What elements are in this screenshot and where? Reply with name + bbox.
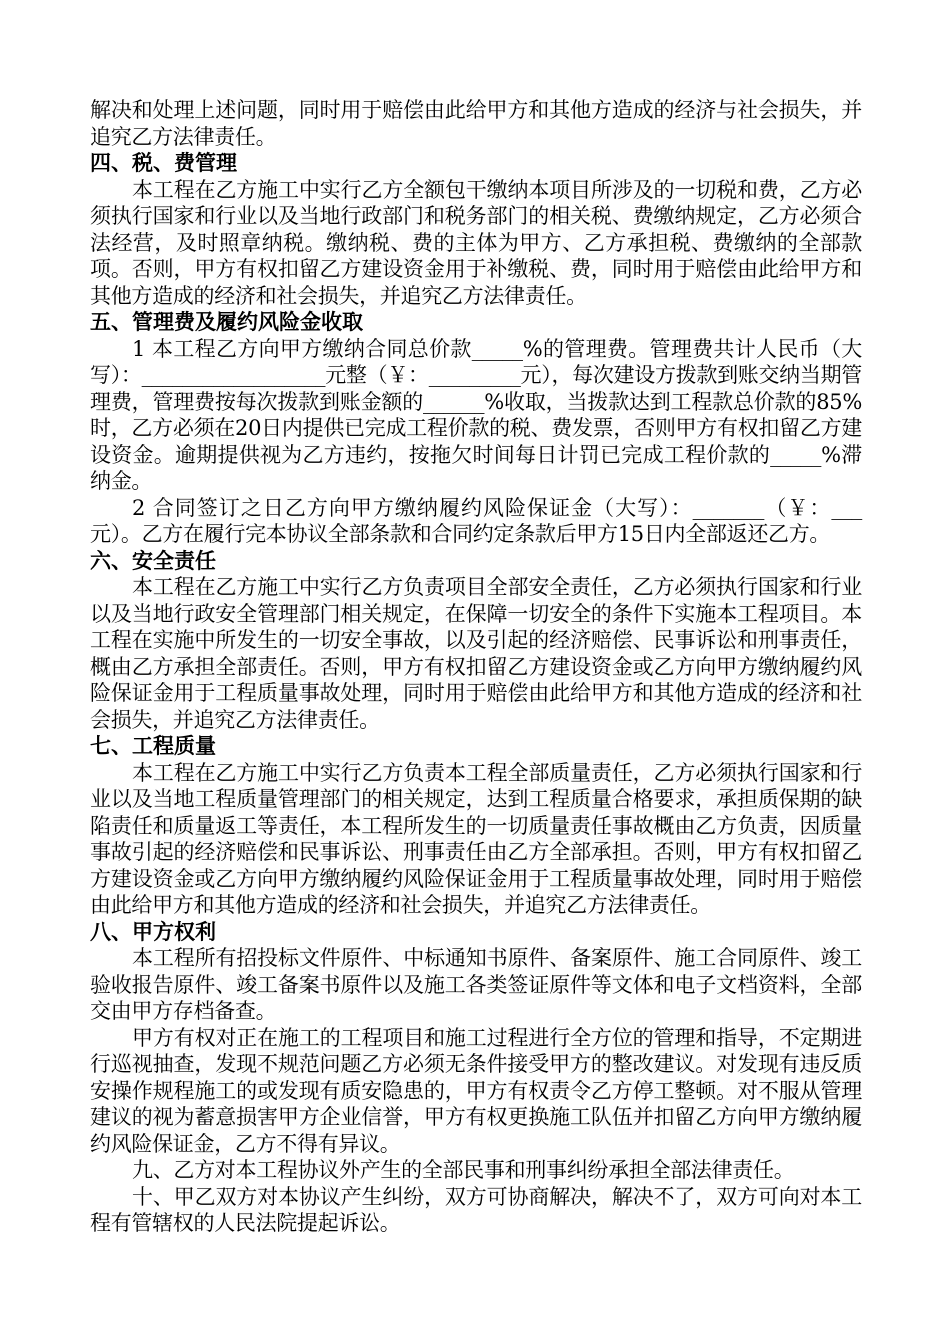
clause-nine-paragraph: 九、乙方对本工程协议外产生的全部民事和刑事纠纷承担全部法律责任。: [132, 1158, 795, 1182]
quality-paragraph: 本工程在乙方施工中实行乙方负责本工程全部质量责任，乙方必须执行国家和行业以及当地工程质量管理部门的相关规定，达到工程质量合格要求，承担质保期的缺陷责任和质量返工等责任，本工程所发生的一切质量责任事故概由乙方负责，因质量事故引起的经济赔偿和民事诉讼、刑事责任由乙方全部承担。否则，甲方有权扣留乙方建设资金或乙方向甲方缴纳履约风险保证金用于工程质量事故处理，同时用于赔偿由此给甲方和其他方造成的经济和社会损失，并追究乙方法律责任。: [90, 760, 862, 917]
section-heading-management-fee: 五、管理费及履约风险金收取: [90, 309, 363, 334]
section-heading-tax-fee: 四、税、费管理: [90, 150, 237, 175]
party-a-rights-paragraph-1: 本工程所有招投标文件原件、中标通知书原件、备案原件、施工合同原件、竣工验收报告原件、竣工备案书原件以及施工各类签证原件等文体和电子文档资料，全部交由甲方存档备查。: [90, 946, 862, 1023]
continued-paragraph: 解决和处理上述问题，同时用于赔偿由此给甲方和其他方造成的经济与社会损失，并追究乙方法律责任。: [90, 98, 862, 149]
section-heading-quality: 七、工程质量: [90, 733, 216, 758]
party-a-rights-paragraph-2: 甲方有权对正在施工的工程项目和施工过程进行全方位的管理和指导，不定期进行巡视抽查，发现不规范问题乙方必须无条件接受甲方的整改建议。对发现有违反质安操作规程施工的或发现有质安隐患的，甲方有权责令乙方停工整顿。对不服从管理建议的视为蓄意损害甲方企业信誉，甲方有权更换施工队伍并扣留乙方向甲方缴纳履约风险保证金，乙方不得有异议。: [90, 1025, 862, 1156]
safety-paragraph: 本工程在乙方施工中实行乙方负责项目全部安全责任，乙方必须执行国家和行业以及当地行政安全管理部门相关规定，在保障一切安全的条件下实施本工程项目。本工程在实施中所发生的一切安全事故，以及引起的经济赔偿、民事诉讼和刑事责任，概由乙方承担全部责任。否则，甲方有权扣留乙方建设资金或乙方向甲方缴纳履约风险保证金用于工程质量事故处理，同时用于赔偿由此给甲方和其他方造成的经济和社会损失，并追究乙方法律责任。: [90, 575, 862, 732]
tax-fee-paragraph: 本工程在乙方施工中实行乙方全额包干缴纳本项目所涉及的一切税和费，乙方必须执行国家和行业以及当地行政部门和税务部门的相关税、费缴纳规定，乙方必须合法经营，及时照章纳税。缴纳税、费的主体为甲方、乙方承担税、费缴纳的全部款项。否则，甲方有权扣留乙方建设资金用于补缴税、费，同时用于赔偿由此给甲方和其他方造成的经济和社会损失，并追究乙方法律责任。: [90, 177, 862, 308]
clause-ten-paragraph: 十、甲乙双方对本协议产生纠纷，双方可协商解决，解决不了，双方可向对本工程有管辖权的人民法院提起诉讼。: [90, 1184, 862, 1235]
section-heading-safety: 六、安全责任: [90, 547, 216, 573]
management-fee-paragraph-1: 1 本工程乙方向甲方缴纳合同总价款_____%的管理费。管理费共计人民币（大写）：__________________元整（￥：_________元），每次建设方拨款到账交纳当期管理费，管理费按每次拨款到账金额的______%收取，当拨款达到工程款总价款的85%时，乙方必须在20日内提供已完成工程价款的税、费发票，否则甲方有权扣留乙方建设资金。逾期提供视为乙方违约，按拖欠时间每日计罚已完成工程价款的_____%滞纳金。: [90, 336, 862, 493]
management-fee-paragraph-2: 2 合同签订之日乙方向甲方缴纳履约风险保证金（大写）：_______（￥：___元）。乙方在履行完本协议全部条款和合同约定条款后甲方15日内全部返还乙方。: [90, 495, 862, 546]
document-page: [90, 97, 862, 1237]
section-heading-party-a-rights: 八、甲方权利: [90, 918, 216, 944]
